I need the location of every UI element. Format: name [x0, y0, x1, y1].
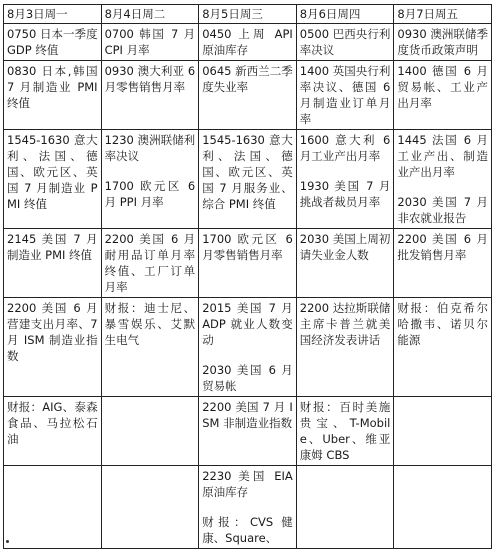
cell-wednesday [199, 61, 297, 130]
event-entry: 0930 澳大利亚 6 月零售销售月率 [104, 64, 196, 94]
cell-monday [4, 61, 102, 130]
cell-wednesday [199, 130, 297, 229]
event-entry: 1400 英国央行利率决议、德国 6 月制造业订单月率 [299, 64, 391, 126]
table-row [4, 229, 492, 298]
event-entry: 0450 上周 API 原油库存 [202, 27, 293, 57]
event-entry: 2145 美国 7 月制造业 PMI 终值 [7, 232, 98, 262]
event-entry: 2230 美国 EIA 原油库存 [202, 469, 293, 499]
cell-wednesday [199, 24, 297, 61]
cell-tuesday [101, 397, 199, 466]
cell-thursday [296, 298, 394, 397]
cell-wednesday [199, 229, 297, 298]
event-entry: 0700 韩国 7 月 CPI 月率 [104, 27, 196, 57]
event-entry: 财报：CVS 健康、Square、 [202, 515, 293, 545]
event-entry: 1700 欧元区 6 月 PPI 月率 [104, 179, 196, 209]
cell-monday [4, 130, 102, 229]
cell-thursday [296, 397, 394, 466]
header-thursday: 8月6日周四 [296, 5, 394, 24]
cell-friday [394, 466, 492, 549]
table-row [4, 61, 492, 130]
event-entry: 2030 美国上周初请失业金人数 [299, 232, 391, 262]
cell-wednesday [199, 466, 297, 549]
cell-friday [394, 24, 492, 61]
event-entry: 财报：AIG、泰森食品、马拉松石油 [7, 400, 98, 446]
event-entry: 2030 美国 7 月非农就业报告 [397, 195, 488, 225]
event-entry: 2200 美国 6 月耐用品订单月率终值、工厂订单月率 [104, 232, 196, 294]
cell-tuesday [101, 229, 199, 298]
table-row [4, 298, 492, 397]
event-entry: 2200 美国 6 月营建支出月率、7 月 ISM 制造业指数 [7, 301, 98, 363]
cell-thursday [296, 130, 394, 229]
cell-wednesday [199, 298, 297, 397]
event-entry: 2200 达拉斯联储主席卡普兰就美国经济发表讲话 [299, 301, 391, 347]
footer-dot [6, 540, 9, 543]
header-row [4, 5, 492, 24]
table-row [4, 130, 492, 229]
event-entry: 0750 日本一季度 GDP 终值 [7, 27, 98, 57]
cell-monday [4, 298, 102, 397]
cell-friday [394, 229, 492, 298]
header-tuesday: 8月4日周二 [101, 5, 199, 24]
calendar-table [3, 4, 492, 549]
cell-monday [4, 229, 102, 298]
cell-monday [4, 466, 102, 549]
cell-monday [4, 24, 102, 61]
cell-tuesday [101, 130, 199, 229]
cell-friday [394, 298, 492, 397]
event-entry: 2015 美国 7 月 ADP 就业人数变动 [202, 301, 293, 347]
event-entry: 1230 澳洲联储利率决议 [104, 133, 196, 163]
event-entry: 2200 美国 6 月批发销售月率 [397, 232, 488, 262]
event-entry: 1545-1630 意大利、法国、德国、欧元区、英国 7 月服务业、综合 PMI 终值 [202, 133, 293, 211]
cell-monday [4, 397, 102, 466]
event-entry: 财报：伯克希尔哈撒韦、诺贝尔能源 [397, 301, 488, 347]
event-entry: 财报：百时美施贵宝、T-Mobile、Uber、维亚康姆 CBS [299, 400, 391, 462]
cell-tuesday [101, 24, 199, 61]
cell-tuesday [101, 466, 199, 549]
cell-friday [394, 397, 492, 466]
event-entry: 2030 美国 6 月贸易帐 [202, 363, 293, 393]
event-entry: 0830 日本,韩国 7 月制造业 PMI 终值 [7, 64, 98, 110]
table-row [4, 466, 492, 549]
header-friday: 8月7日周五 [394, 5, 492, 24]
cell-thursday [296, 466, 394, 549]
header-wednesday: 8月5日周三 [199, 5, 297, 24]
header-monday: 8月3日周一 [4, 5, 102, 24]
event-entry: 0930 澳洲联储季度货币政策声明 [397, 27, 488, 57]
event-entry: 2200 美国 7 月 ISM 非制造业指数 [202, 400, 293, 430]
cell-wednesday [199, 397, 297, 466]
cell-thursday [296, 24, 394, 61]
cell-tuesday [101, 61, 199, 130]
event-entry: 1445 法国 6 月工业产出、制造业产出月率 [397, 133, 488, 179]
event-entry: 0500 巴西央行利率决议 [299, 27, 391, 57]
event-entry: 0645 新西兰二季度失业率 [202, 64, 293, 94]
cell-tuesday [101, 298, 199, 397]
event-entry: 1700 欧元区 6 月零售销售月率 [202, 232, 293, 262]
calendar-body [4, 24, 492, 549]
event-entry: 1400 德国 6 月贸易帐、工业产出月率 [397, 64, 488, 110]
event-entry: 财报：迪士尼、暴雪娱乐、艾默生电气 [104, 301, 196, 347]
table-row [4, 24, 492, 61]
cell-friday [394, 130, 492, 229]
cell-thursday [296, 61, 394, 130]
cell-thursday [296, 229, 394, 298]
table-row [4, 397, 492, 466]
event-entry: 1545-1630 意大利、法国、德国、欧元区、英国 7 月制造业 PMI 终值 [7, 133, 98, 211]
cell-friday [394, 61, 492, 130]
event-entry: 1600 意大利 6 月工业产出月率 [299, 133, 391, 163]
event-entry: 1930 美国 7 月挑战者裁员月率 [299, 179, 391, 209]
